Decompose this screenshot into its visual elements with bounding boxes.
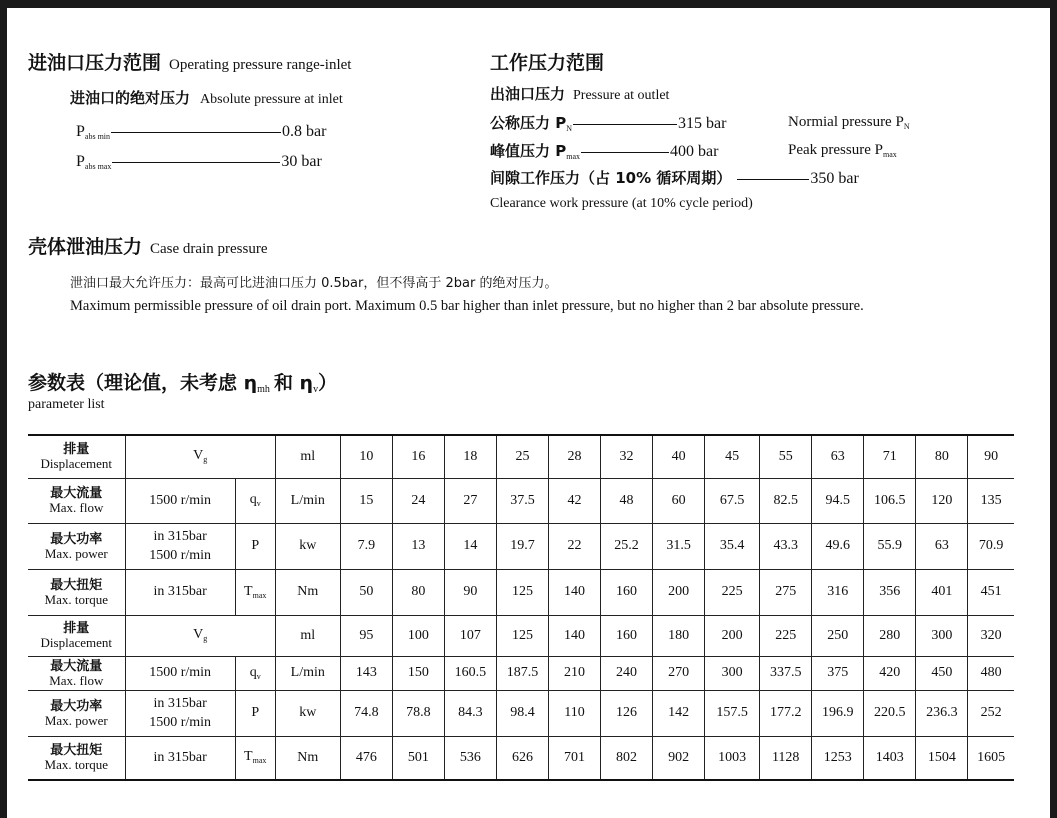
value-cell: 42 bbox=[548, 479, 600, 524]
row-label-zh: 最大扭矩 bbox=[50, 743, 103, 759]
value-cell: 7.9 bbox=[340, 524, 392, 570]
value-cell: 1403 bbox=[864, 737, 916, 781]
outlet-zh: 出油口压力 bbox=[490, 85, 566, 103]
value-cell: 1003 bbox=[705, 737, 760, 781]
value-cell: 157.5 bbox=[705, 691, 760, 737]
param-subtitle: parameter list bbox=[28, 397, 105, 412]
row-label-zh: 最大流量 bbox=[50, 486, 103, 502]
peak-en-subscript: max bbox=[882, 150, 897, 159]
value-cell: 250 bbox=[812, 616, 864, 657]
nominal-subscript: N bbox=[566, 124, 572, 133]
condition-text: 1500 r/min bbox=[149, 665, 212, 681]
value-cell: 450 bbox=[916, 657, 968, 691]
value-cell: 125 bbox=[496, 570, 548, 616]
table-row bbox=[28, 479, 1014, 524]
row-label-en: Max. torque bbox=[44, 757, 109, 772]
leader-line bbox=[737, 179, 809, 180]
value-cell: 140 bbox=[548, 616, 600, 657]
pmin-symbol: P bbox=[76, 123, 85, 140]
row-label-zh: 排量 bbox=[63, 442, 90, 458]
value-cell: 451 bbox=[968, 570, 1014, 616]
symbol-cell bbox=[125, 435, 275, 479]
pmin-value: 0.8 bar bbox=[282, 123, 327, 140]
symbol-subscript: v bbox=[256, 499, 261, 509]
pmax-symbol: P bbox=[76, 153, 85, 170]
param-table-title bbox=[28, 368, 337, 395]
symbol-cell bbox=[125, 616, 275, 657]
value-cell: 125 bbox=[496, 616, 548, 657]
peak-subscript: max bbox=[566, 152, 580, 161]
table-row bbox=[28, 657, 1014, 691]
value-cell: 316 bbox=[812, 570, 864, 616]
symbol-subscript: g bbox=[203, 455, 208, 465]
table-row bbox=[28, 435, 1014, 479]
leader-line bbox=[573, 124, 677, 125]
row-label-zh: 最大功率 bbox=[50, 531, 103, 547]
value-cell: 356 bbox=[864, 570, 916, 616]
value-cell: 180 bbox=[653, 616, 705, 657]
nominal-pressure-en bbox=[788, 114, 910, 131]
param-title-sub-mh: mh bbox=[257, 384, 270, 395]
value-cell: 210 bbox=[548, 657, 600, 691]
unit-cell: ml bbox=[275, 616, 340, 657]
value-cell: 476 bbox=[340, 737, 392, 781]
value-cell: 252 bbox=[968, 691, 1014, 737]
value-cell: 35.4 bbox=[705, 524, 760, 570]
pmax-value: 30 bar bbox=[281, 153, 322, 170]
row-label-cell bbox=[28, 737, 125, 781]
value-cell: 270 bbox=[653, 657, 705, 691]
value-cell: 31.5 bbox=[653, 524, 705, 570]
leader-line bbox=[112, 162, 280, 163]
value-cell: 80 bbox=[392, 570, 444, 616]
value-cell: 200 bbox=[653, 570, 705, 616]
parameter-table bbox=[28, 434, 1014, 781]
row-label-zh: 最大扭矩 bbox=[50, 577, 103, 593]
symbol-cell bbox=[235, 479, 275, 524]
symbol-subscript: max bbox=[252, 756, 267, 766]
case-drain-en-line: Maximum permissible pressure of oil drain port. Maximum 0.5 bar higher than inlet pressure, but no higher than 2 bar absolute pressure. bbox=[70, 298, 864, 314]
value-cell: 95 bbox=[340, 616, 392, 657]
unit-cell: L/min bbox=[275, 479, 340, 524]
peak-en-text: Peak pressure P bbox=[788, 142, 883, 158]
value-cell: 160 bbox=[601, 616, 653, 657]
value-cell: 1253 bbox=[812, 737, 864, 781]
value-cell: 236.3 bbox=[916, 691, 968, 737]
value-cell: 225 bbox=[760, 616, 812, 657]
condition-text: in 315bar bbox=[153, 584, 207, 600]
symbol-subscript: max bbox=[252, 590, 267, 600]
nominal-zh: 公称压力 P bbox=[490, 114, 567, 132]
condition-cell bbox=[125, 691, 235, 737]
table-row bbox=[28, 616, 1014, 657]
inlet-title-en: Operating pressure range-inlet bbox=[169, 57, 352, 73]
value-cell: 196.9 bbox=[812, 691, 864, 737]
param-title-sub-v: v bbox=[313, 384, 319, 395]
value-cell: 240 bbox=[601, 657, 653, 691]
row-label-zh: 排量 bbox=[63, 621, 90, 637]
condition-cell bbox=[125, 570, 235, 616]
table-row bbox=[28, 570, 1014, 616]
value-cell: 107 bbox=[444, 616, 496, 657]
symbol-text: V bbox=[193, 627, 204, 643]
value-cell: 37.5 bbox=[496, 479, 548, 524]
value-cell: 300 bbox=[916, 616, 968, 657]
value-cell: 94.5 bbox=[812, 479, 864, 524]
value-cell: 16 bbox=[392, 435, 444, 479]
value-cell: 13 bbox=[392, 524, 444, 570]
unit-cell: Nm bbox=[275, 570, 340, 616]
symbol-text: P bbox=[251, 705, 260, 721]
value-cell: 32 bbox=[601, 435, 653, 479]
value-cell: 55.9 bbox=[864, 524, 916, 570]
value-cell: 10 bbox=[340, 435, 392, 479]
row-label-en: Max. power bbox=[44, 545, 108, 561]
pmax-subscript: abs max bbox=[84, 162, 112, 171]
param-title-part-a: 参数表（理论值，未考虑 η bbox=[28, 372, 258, 394]
row-label-en: Max. power bbox=[44, 712, 108, 728]
value-cell: 74.8 bbox=[340, 691, 392, 737]
row-label-cell bbox=[28, 524, 125, 570]
value-cell: 160 bbox=[601, 570, 653, 616]
value-cell: 48 bbox=[601, 479, 653, 524]
row-label-cell bbox=[28, 691, 125, 737]
inlet-section-title bbox=[28, 48, 351, 75]
value-cell: 320 bbox=[968, 616, 1014, 657]
value-cell: 63 bbox=[916, 524, 968, 570]
abs-pressure-zh: 进油口的绝对压力 bbox=[70, 89, 191, 107]
condition-text: in 315bar bbox=[153, 695, 207, 711]
param-title-part-c: ） bbox=[318, 372, 338, 394]
value-cell: 82.5 bbox=[760, 479, 812, 524]
value-cell: 401 bbox=[916, 570, 968, 616]
row-label-en: Displacement bbox=[40, 456, 113, 471]
symbol-text: P bbox=[251, 538, 260, 554]
work-section-title: 工作压力范围 bbox=[490, 52, 605, 74]
unit-cell: L/min bbox=[275, 657, 340, 691]
param-title-part-b: 和 η bbox=[273, 372, 314, 394]
value-cell: 40 bbox=[653, 435, 705, 479]
row-label-cell bbox=[28, 570, 125, 616]
value-cell: 71 bbox=[864, 435, 916, 479]
symbol-cell bbox=[235, 524, 275, 570]
unit-cell: Nm bbox=[275, 737, 340, 781]
unit-cell: ml bbox=[275, 435, 340, 479]
value-cell: 420 bbox=[864, 657, 916, 691]
value-cell: 126 bbox=[601, 691, 653, 737]
value-cell: 160.5 bbox=[444, 657, 496, 691]
value-cell: 140 bbox=[548, 570, 600, 616]
symbol-subscript: g bbox=[203, 634, 208, 644]
condition-text: 1500 r/min bbox=[149, 714, 212, 730]
datasheet-page bbox=[7, 8, 1050, 818]
symbol-text: q bbox=[249, 664, 257, 680]
row-label-en: Displacement bbox=[40, 635, 113, 650]
value-cell: 802 bbox=[601, 737, 653, 781]
value-cell: 106.5 bbox=[864, 479, 916, 524]
case-drain-zh-line: 泄油口最大允许压力：最高可比进油口压力 0.5bar，但不得高于 2bar 的绝对压力。 bbox=[70, 276, 558, 291]
condition-text: 1500 r/min bbox=[149, 547, 212, 563]
value-cell: 24 bbox=[392, 479, 444, 524]
value-cell: 28 bbox=[548, 435, 600, 479]
condition-cell bbox=[125, 737, 235, 781]
value-cell: 225 bbox=[705, 570, 760, 616]
value-cell: 501 bbox=[392, 737, 444, 781]
condition-cell bbox=[125, 479, 235, 524]
value-cell: 142 bbox=[653, 691, 705, 737]
value-cell: 100 bbox=[392, 616, 444, 657]
value-cell: 98.4 bbox=[496, 691, 548, 737]
value-cell: 480 bbox=[968, 657, 1014, 691]
symbol-text: V bbox=[193, 448, 204, 464]
nominal-en-subscript: N bbox=[903, 122, 910, 131]
case-drain-title bbox=[28, 232, 267, 259]
table-row bbox=[28, 691, 1014, 737]
value-cell: 177.2 bbox=[760, 691, 812, 737]
value-cell: 120 bbox=[916, 479, 968, 524]
pressure-max-line bbox=[76, 153, 322, 171]
value-cell: 90 bbox=[968, 435, 1014, 479]
row-label-cell bbox=[28, 479, 125, 524]
value-cell: 1605 bbox=[968, 737, 1014, 781]
peak-pressure-line bbox=[490, 140, 718, 161]
row-label-cell bbox=[28, 435, 125, 479]
row-label-zh: 最大功率 bbox=[50, 698, 103, 714]
value-cell: 80 bbox=[916, 435, 968, 479]
condition-cell bbox=[125, 524, 235, 570]
value-cell: 902 bbox=[653, 737, 705, 781]
symbol-subscript: v bbox=[256, 671, 261, 681]
value-cell: 22 bbox=[548, 524, 600, 570]
unit-cell: kw bbox=[275, 691, 340, 737]
value-cell: 25.2 bbox=[601, 524, 653, 570]
value-cell: 300 bbox=[705, 657, 760, 691]
condition-text: in 315bar bbox=[153, 528, 207, 544]
row-label-zh: 最大流量 bbox=[50, 658, 103, 674]
peak-zh: 峰值压力 P bbox=[490, 142, 567, 160]
condition-text: in 315bar bbox=[153, 749, 207, 765]
value-cell: 110 bbox=[548, 691, 600, 737]
value-cell: 60 bbox=[653, 479, 705, 524]
value-cell: 19.7 bbox=[496, 524, 548, 570]
value-cell: 135 bbox=[968, 479, 1014, 524]
outlet-heading bbox=[490, 83, 669, 104]
symbol-text: T bbox=[244, 583, 253, 599]
value-cell: 536 bbox=[444, 737, 496, 781]
value-cell: 18 bbox=[444, 435, 496, 479]
symbol-text: T bbox=[244, 749, 253, 765]
value-cell: 143 bbox=[340, 657, 392, 691]
value-cell: 49.6 bbox=[812, 524, 864, 570]
condition-cell bbox=[125, 657, 235, 691]
clearance-en: Clearance work pressure (at 10% cycle period) bbox=[490, 196, 753, 211]
value-cell: 50 bbox=[340, 570, 392, 616]
value-cell: 15 bbox=[340, 479, 392, 524]
peak-pressure-en bbox=[788, 142, 897, 159]
condition-text: 1500 r/min bbox=[149, 492, 212, 508]
value-cell: 626 bbox=[496, 737, 548, 781]
peak-value: 400 bar bbox=[670, 143, 719, 160]
value-cell: 63 bbox=[812, 435, 864, 479]
value-cell: 280 bbox=[864, 616, 916, 657]
symbol-cell bbox=[235, 737, 275, 781]
clearance-pressure-line bbox=[490, 167, 859, 188]
nominal-en-text: Normial pressure P bbox=[788, 114, 904, 130]
nominal-value: 315 bar bbox=[678, 115, 727, 132]
symbol-cell bbox=[235, 657, 275, 691]
symbol-text: q bbox=[249, 492, 257, 508]
symbol-cell bbox=[235, 570, 275, 616]
value-cell: 84.3 bbox=[444, 691, 496, 737]
value-cell: 14 bbox=[444, 524, 496, 570]
absolute-pressure-heading bbox=[70, 87, 343, 108]
value-cell: 275 bbox=[760, 570, 812, 616]
value-cell: 187.5 bbox=[496, 657, 548, 691]
row-label-en: Max. flow bbox=[49, 500, 104, 515]
table-row bbox=[28, 524, 1014, 570]
value-cell: 375 bbox=[812, 657, 864, 691]
row-label-en: Max. torque bbox=[44, 591, 109, 607]
value-cell: 55 bbox=[760, 435, 812, 479]
value-cell: 1128 bbox=[760, 737, 812, 781]
outlet-en: Pressure at outlet bbox=[573, 88, 670, 103]
value-cell: 67.5 bbox=[705, 479, 760, 524]
pressure-min-line bbox=[76, 123, 326, 141]
value-cell: 1504 bbox=[916, 737, 968, 781]
symbol-cell bbox=[235, 691, 275, 737]
row-label-en: Max. flow bbox=[49, 672, 104, 688]
leader-line bbox=[581, 152, 669, 153]
case-title-zh: 壳体泄油压力 bbox=[28, 236, 143, 258]
abs-pressure-en: Absolute pressure at inlet bbox=[200, 92, 343, 107]
clearance-value: 350 bar bbox=[810, 170, 859, 187]
value-cell: 150 bbox=[392, 657, 444, 691]
case-title-en: Case drain pressure bbox=[150, 241, 268, 257]
value-cell: 70.9 bbox=[968, 524, 1014, 570]
unit-cell: kw bbox=[275, 524, 340, 570]
value-cell: 200 bbox=[705, 616, 760, 657]
nominal-pressure-line bbox=[490, 112, 726, 133]
value-cell: 701 bbox=[548, 737, 600, 781]
value-cell: 78.8 bbox=[392, 691, 444, 737]
inlet-title-zh: 进油口压力范围 bbox=[28, 52, 162, 74]
row-label-cell bbox=[28, 657, 125, 691]
value-cell: 43.3 bbox=[760, 524, 812, 570]
value-cell: 45 bbox=[705, 435, 760, 479]
pmin-subscript: abs min bbox=[84, 132, 111, 141]
row-label-cell bbox=[28, 616, 125, 657]
value-cell: 27 bbox=[444, 479, 496, 524]
value-cell: 25 bbox=[496, 435, 548, 479]
clearance-zh: 间隙工作压力（占 10% 循环周期） bbox=[490, 169, 732, 187]
value-cell: 220.5 bbox=[864, 691, 916, 737]
leader-line bbox=[111, 132, 281, 133]
value-cell: 90 bbox=[444, 570, 496, 616]
table-row bbox=[28, 737, 1014, 781]
value-cell: 337.5 bbox=[760, 657, 812, 691]
